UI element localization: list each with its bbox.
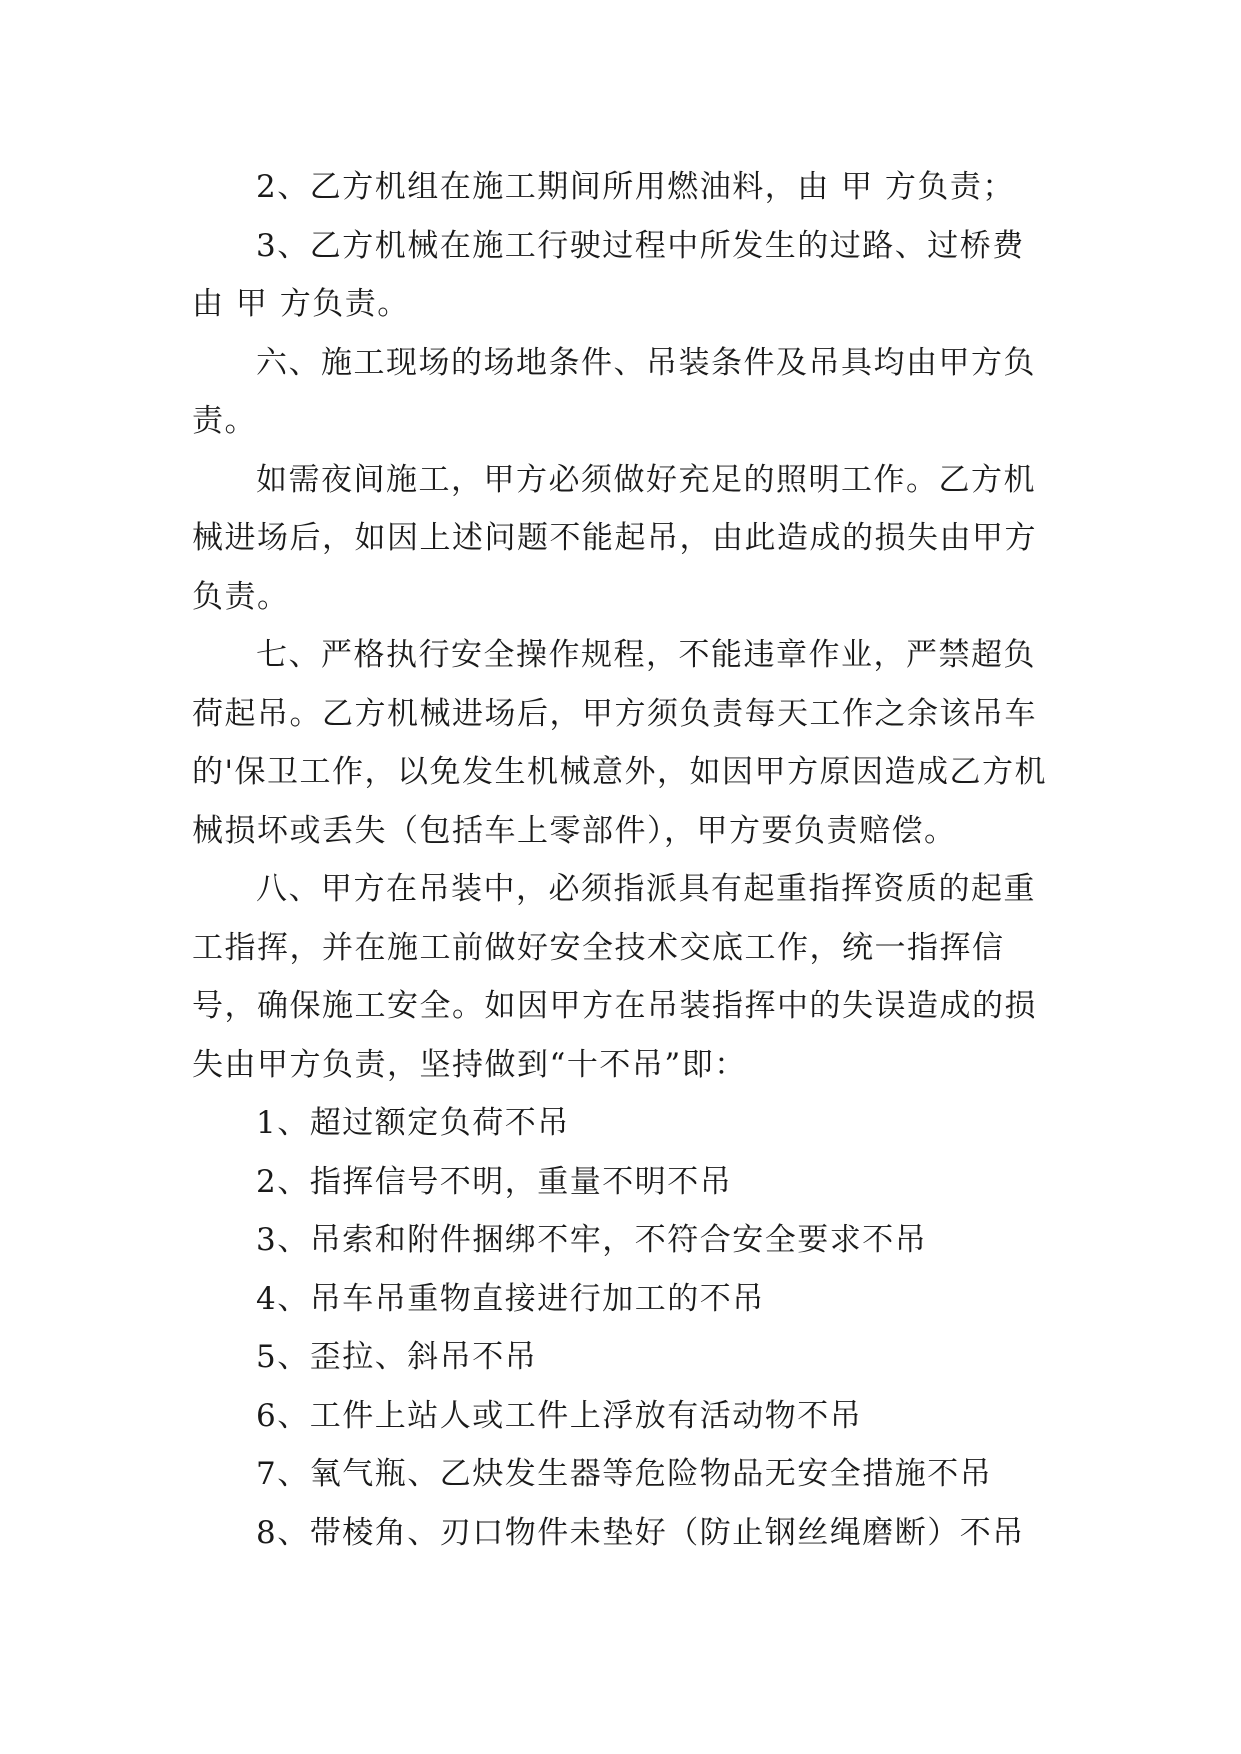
paragraph-site-conditions: 六、施工现场的场地条件、吊装条件及吊具均由甲方负责。 xyxy=(192,344,1036,439)
list-item: 8、带棱角、刃口物件未垫好（防止钢丝绳磨断）不吊 xyxy=(256,1514,1025,1551)
paragraph-fuel-cost: 2、乙方机组在施工期间所用燃油料，由 甲 方负责； xyxy=(256,169,1015,205)
list-item: 4、吊车吊重物直接进行加工的不吊 xyxy=(256,1280,765,1317)
paragraph-safety-rules: 七、严格执行安全操作规程，不能违章作业，严禁超负荷起吊。乙方机械进场后，甲方须负责每天工作之余该吊车的'保卫工作，以免发生机械意外，如因甲方原因造成乙方机械损坏或丢失（包括车上零部件），甲方要负责赔偿。 xyxy=(192,637,1048,849)
list-item: 2、指挥信号不明，重量不明不吊 xyxy=(256,1163,733,1200)
list-item: 1、超过额定负荷不吊 xyxy=(256,1105,570,1141)
document-body xyxy=(192,158,1054,1562)
list-item: 3、吊索和附件捆绑不牢，不符合安全要求不吊 xyxy=(256,1222,928,1258)
paragraph-night-work: 如需夜间施工，甲方必须做好充足的照明工作。乙方机械进场后，如因上述问题不能起吊，由此造成的损失由甲方负责。 xyxy=(192,461,1037,615)
paragraph-lifting-command: 八、甲方在吊装中，必须指派具有起重指挥资质的起重工指挥，并在施工前做好安全技术交底工作，统一指挥信号，确保施工安全。如因甲方在吊装指挥中的失误造成的损失由甲方负责，坚持做到“十不吊”即： xyxy=(192,871,1037,1083)
list-item: 5、歪拉、斜吊不吊 xyxy=(256,1339,538,1375)
paragraph-toll-fees: 3、乙方机械在施工行驶过程中所发生的过路、过桥费由 甲 方负责。 xyxy=(192,227,1025,322)
list-item: 6、工件上站人或工件上浮放有活动物不吊 xyxy=(256,1397,863,1434)
list-item: 7、氧气瓶、乙炔发生器等危险物品无安全措施不吊 xyxy=(256,1456,993,1492)
